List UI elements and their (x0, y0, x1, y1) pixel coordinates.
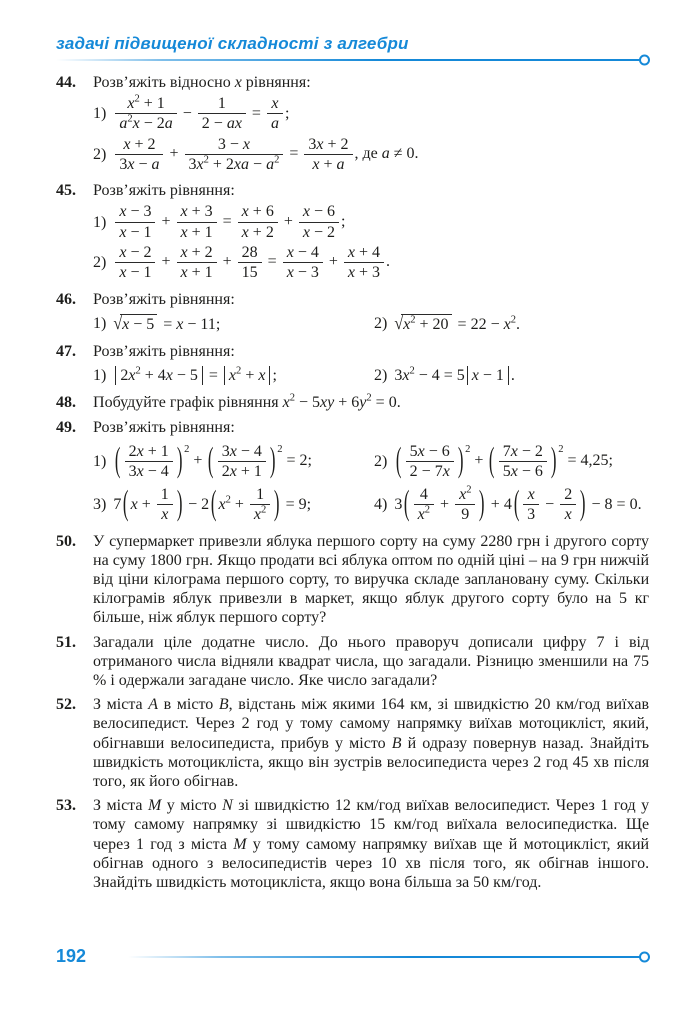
fraction: $\frac{x + 6}{x + 2}$ (238, 203, 278, 241)
problem-50 (56, 532, 649, 628)
absolute-value: x − 1 (467, 366, 509, 385)
equation: $\frac{x - 2}{x - 1}$ + $\frac{x + 2}{x + 1}$ + $\frac{28}{15}$ = $\frac{x - 4}{x - 3}$ + $\frac{x + 4}{x + 3}$ . (113, 244, 390, 282)
problem-title: Побудуйте графік рівняння $x^2 - 5xy + 6y^2 = 0$. (93, 392, 401, 412)
fraction: $\frac{x + 4}{x + 3}$ (344, 244, 384, 282)
item-label: 1) (93, 315, 107, 333)
square-root: $√x^2 + 20$ (394, 314, 451, 334)
radical-icon: √ (394, 314, 404, 334)
parenthesized-expression: ( $x^2$ + $\frac{1}{x^2}$ ) (211, 486, 280, 524)
equation-item (93, 314, 368, 334)
equation-items (93, 203, 649, 281)
item-label: 3) (93, 496, 107, 514)
equation-items (93, 363, 649, 388)
item-label: 1) (93, 213, 107, 231)
problem-53 (56, 796, 649, 892)
problem-body (93, 181, 649, 284)
problem-body (93, 342, 649, 388)
fraction: $\frac{1}{2 - ax}$ (198, 95, 246, 133)
item-label: 2) (374, 315, 388, 333)
item-label: 2) (374, 452, 388, 470)
page-footer (56, 946, 647, 967)
chapter-title: задачі підвищеної складності з алгебри (56, 34, 409, 53)
fraction: $\frac{3 - x}{3x^2 + 2xa - a^2}$ (185, 136, 284, 174)
fraction: $\frac{2x + 1}{3x - 4}$ (125, 443, 173, 481)
problem-number: 50. (56, 532, 76, 550)
equation-item (93, 486, 368, 524)
equation-item (93, 366, 368, 385)
fraction: $\frac{3x + 2}{x + a}$ (304, 136, 352, 174)
equation: $3x^2 - 4 = 5$ x − 1 . (394, 365, 515, 385)
problems-list (56, 73, 649, 892)
divider-end-circle-icon (639, 55, 650, 66)
problem-text: З міста A в місто B, відстань між якими 164 км, зі швидкістю 20 км/год виїхав велосипедист. Через 2 год у тому самому напрямку виїхав мотоцикліст, який, обігнавши велосипедиста, прибув у місто B й одразу повернув назад. Знайдіть швидкість мотоцикліста, якщо він зустрів велосипедиста через 2 год 45 хв після того, як його обігнав. (93, 696, 650, 790)
equation: 7 ( x + $\frac{1}{x}$ ) − 2 ( $x^2$ + $\frac{1}{x^2}$ ) = 9; (113, 486, 312, 524)
parenthesized-expression: ( $\frac{7x - 2}{5x - 6}$ ) (489, 442, 557, 480)
equation-item (93, 244, 649, 282)
fraction: $\frac{x}{a}$ (267, 95, 283, 133)
problem-number: 44. (56, 74, 76, 91)
fraction: $\frac{x + 2}{x + 1}$ (177, 244, 217, 282)
problem-text: У супермаркет привезли яблука першого сорту на суму 2280 грн і другого сорту на суму 1800 грн. Якщо продати всі яблука оптом по одній ціні – на 9 грн нижчій від ціни кілограма першого сорту, то виручка складе заплановану суму. Скільки кілограмів яблук привезли в маркет, якщо яблук другого сорту було на 5 кг більше, ніж яблук першого сорту? (93, 532, 650, 627)
problem-number: 51. (56, 633, 76, 651)
item-label: 1) (93, 367, 107, 385)
parenthesized-expression: ( $\frac{2x + 1}{3x - 4}$ ) (115, 442, 183, 480)
equation-item (374, 486, 649, 524)
problem-body (93, 695, 649, 791)
footer-divider (128, 956, 647, 958)
problem-title: Розв’яжіть рівняння: (93, 182, 235, 200)
problem-text: З міста M у місто N зі швидкістю 12 км/год виїхав велосипедист. Через 1 год у тому самому напрямку зі швидкістю 15 км/год виїхала велосипедистка. Ще через 1 год з міста M у тому самому напрямку виїхав ще й мотоцикліст, який обігнав одного з велосипедистів через 10 хв після того, як обігнав іншого. Знайдіть швидкість мотоцикліста, якщо вона більша за 50 км/год. (93, 797, 650, 891)
parenthesized-expression: ( $\frac{3x - 4}{2x + 1}$ ) (208, 442, 276, 480)
fraction: $\frac{x - 2}{x - 1}$ (115, 244, 155, 282)
problem-number: 48. (56, 394, 76, 412)
problem-49 (56, 418, 649, 526)
problem-body (93, 532, 649, 628)
problem-body (93, 290, 649, 337)
fraction: $\frac{x^2 + 1}{a^2x - 2a}$ (115, 95, 176, 133)
absolute-value: $x^2 + x$ (224, 366, 271, 385)
equation: ( $\frac{5x - 6}{2 - 7x}$ ) $^2$ + ( $\frac{7x - 2}{5x - 6}$ ) $^2$ = 4,25; (396, 442, 613, 480)
parenthesized-expression: ( $\frac{x}{3}$ − $\frac{2}{x}$ ) (513, 486, 586, 524)
problem-body (93, 418, 649, 526)
equation-items (93, 311, 649, 337)
problem-51 (56, 633, 649, 691)
fraction: $\frac{2}{x}$ (560, 486, 576, 524)
problem-47 (56, 342, 649, 388)
problem-body (93, 73, 649, 176)
fraction: $\frac{4}{x^2}$ (414, 486, 434, 524)
equation: ( $\frac{2x + 1}{3x - 4}$ ) $^2$ + ( $\frac{3x - 4}{2x + 1}$ ) $^2$ = 2; (115, 442, 312, 480)
equation: $2x^2 + 4x - 5 = x^2 + x$ ; (113, 366, 277, 385)
equation-item (374, 314, 649, 334)
fraction: $\frac{5x - 6}{2 - 7x}$ (406, 443, 454, 481)
problem-number: 53. (56, 797, 76, 815)
equation-item (374, 366, 649, 385)
problem-body (93, 796, 649, 892)
problem-45 (56, 181, 649, 284)
item-label: 2) (93, 254, 107, 272)
item-label: 1) (93, 452, 107, 470)
problem-number: 52. (56, 696, 76, 714)
problem-title: Розв’яжіть рівняння: (93, 290, 235, 308)
equation-item (374, 443, 649, 481)
problem-46 (56, 290, 649, 337)
problem-number: 49. (56, 419, 76, 437)
page-number: 192 (56, 946, 87, 966)
equation: $\frac{x + 2}{3x - a}$ + $\frac{3 - x}{3x^2 + 2xa - a^2}$ = $\frac{3x + 2}{x + a}$ , де a ≠ 0. (113, 136, 418, 174)
fraction: $\frac{1}{x}$ (157, 486, 173, 524)
problem-52 (56, 695, 649, 791)
fraction: $\frac{28}{15}$ (238, 244, 262, 282)
problem-body (93, 393, 649, 413)
equation-item (93, 136, 649, 174)
equation-items (93, 95, 649, 173)
problem-48 (56, 393, 649, 413)
radical-icon: √ (113, 314, 123, 334)
problem-body (93, 633, 649, 691)
absolute-value: $2x^2 + 4x - 5$ (115, 366, 203, 385)
fraction: $\frac{7x - 2}{5x - 6}$ (499, 443, 547, 481)
divider-end-circle-icon (639, 951, 650, 962)
fraction: $\frac{x + 3}{x + 1}$ (177, 203, 217, 241)
fraction: $\frac{x^2}{9}$ (455, 486, 475, 524)
fraction: $\frac{x - 4}{x - 3}$ (283, 244, 323, 282)
page-header (56, 34, 649, 61)
equation: $√x^2 + 20 = 22 - x^2$. (394, 314, 520, 334)
equation: 3 ( $\frac{4}{x^2}$ + $\frac{x^2}{9}$ ) + 4 ( $\frac{x}{3}$ − $\frac{2}{x}$ ) − 8 = 0. (394, 484, 642, 524)
problem-44 (56, 73, 649, 176)
problem-title: Розв’яжіть рівняння: (93, 342, 235, 360)
item-label: 1) (93, 105, 107, 123)
problem-number: 46. (56, 290, 76, 308)
fraction: $\frac{x - 6}{x - 2}$ (299, 203, 339, 241)
fraction: $\frac{1}{x^2}$ (250, 486, 270, 524)
fraction: $\frac{x}{3}$ (523, 486, 539, 524)
square-root: √x − 5 (113, 314, 157, 334)
equation-item (93, 203, 649, 241)
problem-text: Загадали ціле додатне число. До нього праворуч дописали цифру 7 і від отриманого числа відняли квадрат числа, що загадали. Різницю зменшили на 75 % і одержали загадане число. Яке число загадали? (93, 633, 650, 689)
fraction: $\frac{3x - 4}{2x + 1}$ (218, 443, 266, 481)
item-label: 2) (93, 145, 107, 163)
parenthesized-expression: ( x + $\frac{1}{x}$ ) (123, 486, 183, 524)
parenthesized-expression: ( $\frac{5x - 6}{2 - 7x}$ ) (396, 442, 464, 480)
item-label: 2) (374, 367, 388, 385)
problem-number: 47. (56, 342, 76, 360)
fraction: $\frac{x + 2}{3x - a}$ (115, 136, 163, 174)
equation-items (93, 440, 649, 527)
problem-number: 45. (56, 182, 76, 200)
item-label: 4) (374, 496, 388, 514)
equation: √x − 5 = x − 11; (113, 314, 221, 334)
equation: $\frac{x - 3}{x - 1}$ + $\frac{x + 3}{x + 1}$ = $\frac{x + 6}{x + 2}$ + $\frac{x - 6}{x - 2}$ ; (113, 203, 345, 241)
fraction: $\frac{x - 3}{x - 1}$ (115, 203, 155, 241)
problem-title: Розв’яжіть рівняння: (93, 419, 235, 437)
header-divider (56, 59, 647, 61)
equation-item (93, 443, 368, 481)
equation: $\frac{x^2 + 1}{a^2x - 2a}$ − $\frac{1}{2 - ax}$ = $\frac{x}{a}$ ; (113, 95, 289, 133)
equation-item (93, 95, 649, 133)
problem-title: Розв’яжіть відносно x рівняння: (93, 74, 311, 91)
parenthesized-expression: ( $\frac{4}{x^2}$ + $\frac{x^2}{9}$ ) (404, 484, 485, 524)
